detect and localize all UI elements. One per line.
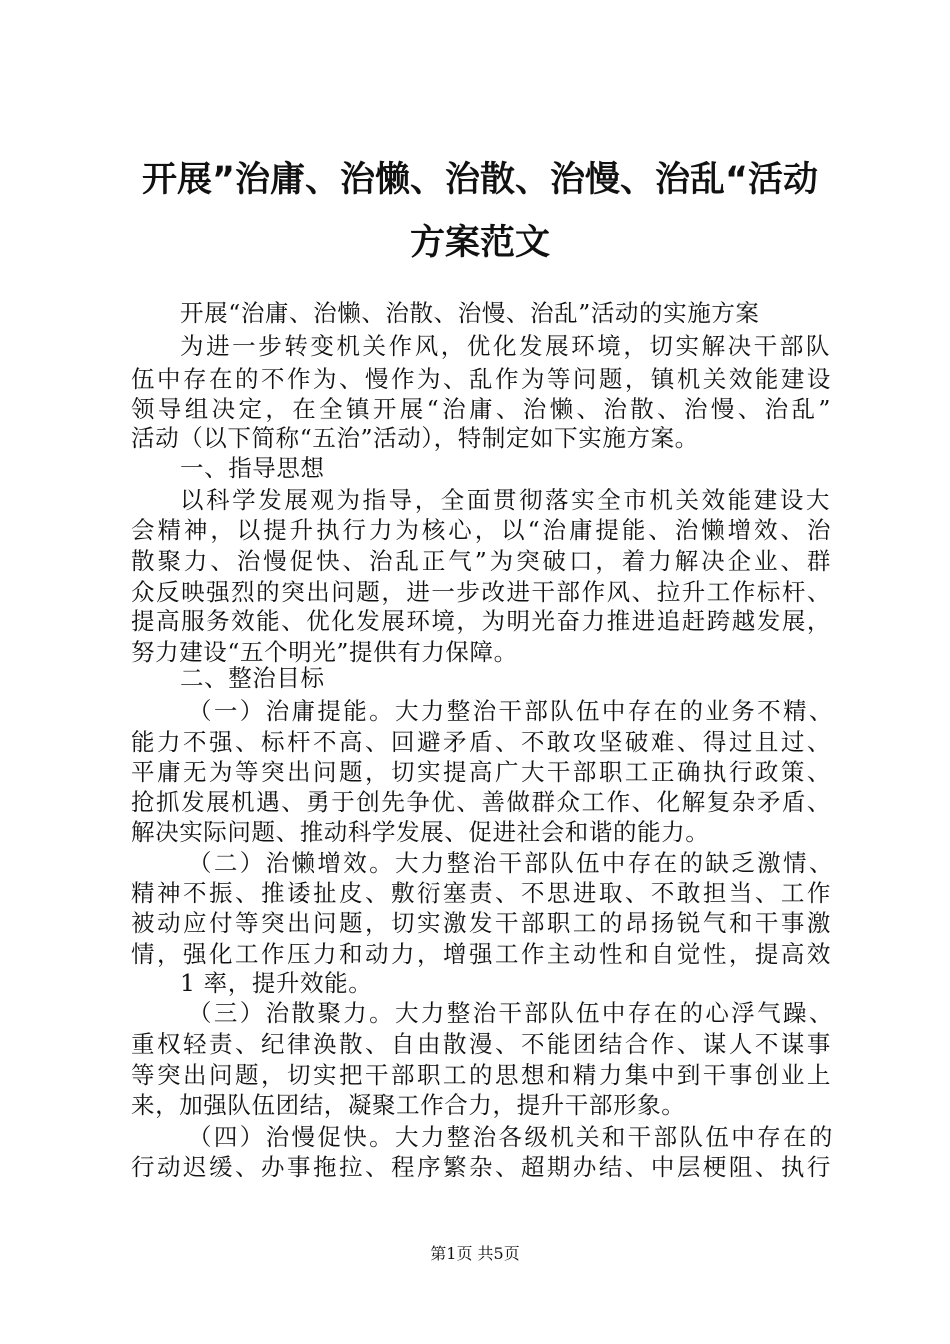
body-line: 等突出问题，切实把干部职工的思想和精力集中到干事创业上 [131,1061,831,1089]
body-line: 抢抓发展机遇、勇于创先争优、善做群众工作、化解复杂矛盾、 [131,788,831,816]
page-number: 第1页 共5页 [430,1244,520,1263]
body-line: 重权轻责、纪律涣散、自由散漫、不能团结合作、谋人不谋事 [131,1030,831,1058]
body-line: 提高服务效能、优化发展环境，为明光奋力推进追赶跨越发展， [131,607,831,635]
body-line: 为进一步转变机关作风，优化发展环境，切实解决干部队 [180,332,830,360]
body-line: 众反映强烈的突出问题，进一步改进干部作风、拉升工作标杆、 [131,578,831,606]
body-line: （四）治慢促快。大力整治各级机关和干部队伍中存在的 [188,1123,833,1151]
body-line: 行动迟缓、办事拖拉、程序繁杂、超期办结、中层梗阻、执行 [131,1153,831,1181]
document-title-line-1: 开展”治庸、治懒、治散、治慢、治乱“活动 [141,160,818,200]
body-line: 精神不振、推诿扯皮、敷衍塞责、不思进取、不敢担当、工作 [131,879,831,907]
body-line: 平庸无为等突出问题，切实提高广大干部职工正确执行政策、 [131,758,831,786]
body-line: 领导组决定，在全镇开展“治庸、治懒、治散、治慢、治乱” [131,395,831,423]
body-line: 被动应付等突出问题，切实激发干部职工的昂扬锐气和干事激 [131,909,831,937]
body-line: （二）治懒增效。大力整治干部队伍中存在的缺乏激情、 [188,849,833,877]
body-line: 情，强化工作压力和动力，增强工作主动性和自觉性，提高效 [131,940,831,968]
body-line: 活动（以下简称“五治”活动），特制定如下实施方案。 [131,424,699,452]
body-line: 努力建设“五个明光”提供有力保障。 [131,638,518,666]
body-line: 解决实际问题、推动科学发展、促进社会和谐的能力。 [131,818,710,846]
subtitle-line: 开展“治庸、治懒、治散、治慢、治乱”活动的实施方案 [180,299,760,327]
body-line: 会精神，以提升执行力为核心，以“治庸提能、治懒增效、治 [131,516,831,544]
document-title-line-2: 方案范文 [409,223,550,263]
body-line: （三）治散聚力。大力整治干部队伍中存在的心浮气躁、 [188,999,833,1027]
body-line: 1 率，提升效能。 [180,969,373,997]
body-line: （一）治庸提能。大力整治干部队伍中存在的业务不精、 [188,697,833,725]
body-line: 伍中存在的不作为、慢作为、乱作为等问题，镇机关效能建设 [131,365,831,393]
section-heading: 一、指导思想 [180,454,325,482]
body-line: 以科学发展观为指导，全面贯彻落实全市机关效能建设大 [180,486,830,514]
body-line: 散聚力、治慢促快、治乱正气”为突破口，着力解决企业、群 [131,547,831,575]
body-line: 来，加强队伍团结，凝聚工作合力，提升干部形象。 [131,1091,686,1119]
section-heading: 二、整治目标 [180,664,325,692]
body-line: 能力不强、标杆不高、回避矛盾、不敢攻坚破难、得过且过、 [131,728,831,756]
